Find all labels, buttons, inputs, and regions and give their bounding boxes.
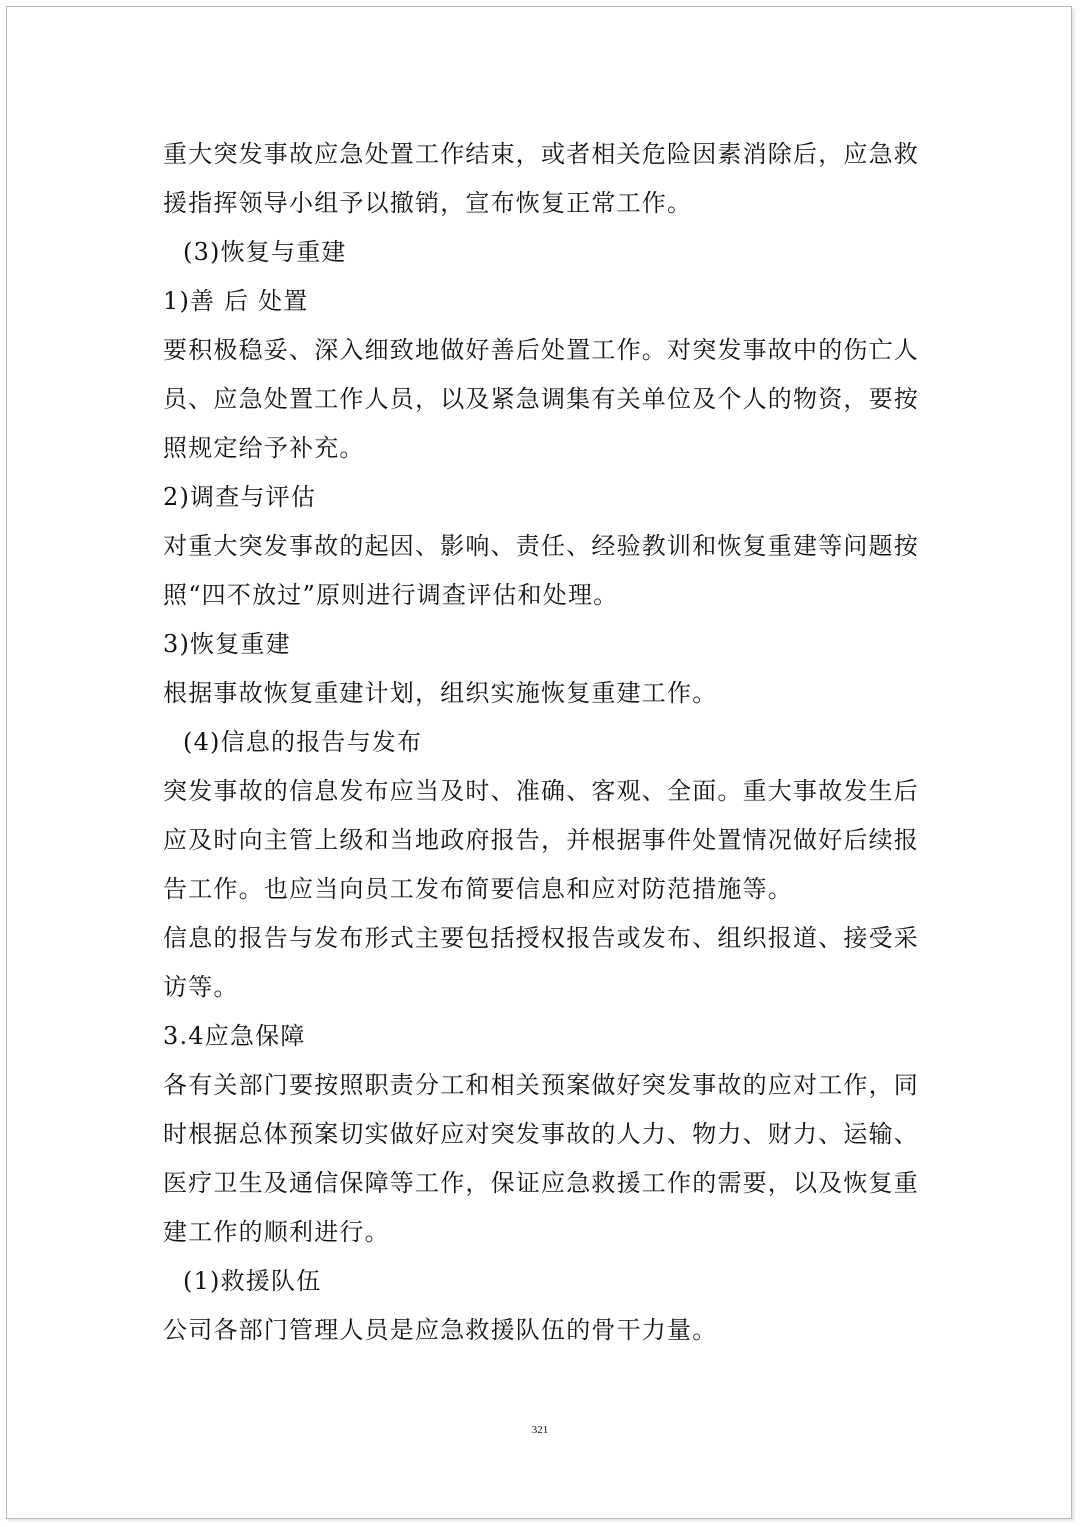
chapter-heading: 3.4应急保障 xyxy=(163,1022,306,1050)
section-heading: (1)救援队伍 xyxy=(183,1267,322,1295)
section-heading: (4)信息的报告与发布 xyxy=(183,728,423,756)
text-line: 时根据总体预案切实做好应对突发事故的人力、物力、财力、运输、 xyxy=(163,1120,919,1148)
text-line: 访等。 xyxy=(163,973,239,1001)
text-line: 照规定给予补充。 xyxy=(163,434,365,462)
subsection-heading: 3)恢复重建 xyxy=(163,630,291,658)
text-line: 医疗卫生及通信保障等工作，保证应急救援工作的需要，以及恢复重 xyxy=(163,1169,919,1197)
text-line: 要积极稳妥、深入细致地做好善后处置工作。对突发事故中的伤亡人 xyxy=(163,336,919,364)
section-heading: (3)恢复与重建 xyxy=(183,238,347,266)
text-line: 员、应急处置工作人员，以及紧急调集有关单位及个人的物资，要按 xyxy=(163,385,919,413)
text-line: 突发事故的信息发布应当及时、准确、客观、全面。重大事故发生后 xyxy=(163,777,919,805)
text-line: 信息的报告与发布形式主要包括授权报告或发布、组织报道、接受采 xyxy=(163,924,919,952)
text-line: 重大突发事故应急处置工作结束，或者相关危险因素消除后，应急救 xyxy=(163,140,919,168)
text-line: 应及时向主管上级和当地政府报告，并根据事件处置情况做好后续报 xyxy=(163,826,919,854)
subsection-heading: 2)调查与评估 xyxy=(163,483,317,511)
document-body xyxy=(163,130,923,1355)
text-line: 援指挥领导小组予以撤销，宣布恢复正常工作。 xyxy=(163,189,693,217)
text-line: 告工作。也应当向员工发布简要信息和应对防范措施等。 xyxy=(163,875,793,903)
subsection-heading: 1)善 后 处置 xyxy=(163,287,309,315)
text-line: 照“四不放过”原则进行调查评估和处理。 xyxy=(163,581,619,609)
text-line: 公司各部门管理人员是应急救援队伍的骨干力量。 xyxy=(163,1316,718,1344)
text-line: 根据事故恢复重建计划，组织实施恢复重建工作。 xyxy=(163,679,718,707)
text-line: 对重大突发事故的起因、影响、责任、经验教训和恢复重建等问题按 xyxy=(163,532,919,560)
text-line: 各有关部门要按照职责分工和相关预案做好突发事故的应对工作，同 xyxy=(163,1071,919,1099)
page-number: 321 xyxy=(531,1424,549,1436)
text-line: 建工作的顺利进行。 xyxy=(163,1218,390,1246)
